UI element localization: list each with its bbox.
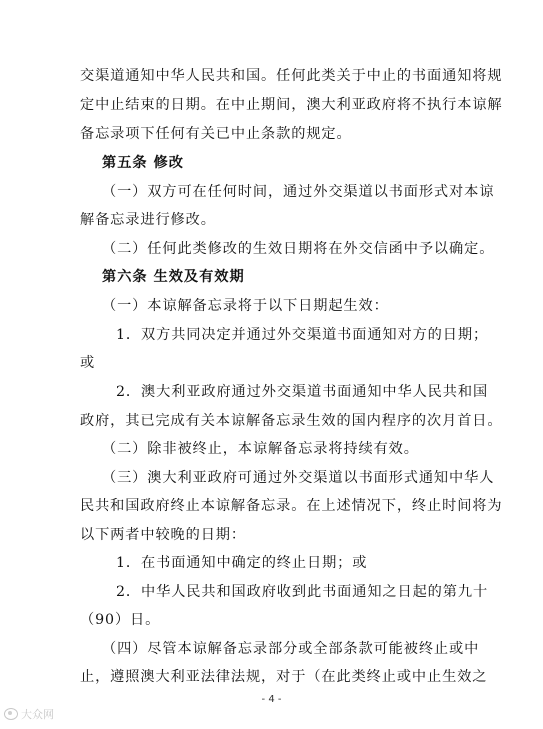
- body-line-12: 2．澳大利亚政府通过外交渠道书面通知中华人民共和国: [116, 384, 489, 400]
- body-line-22: 止，遵照澳大利亚法律法规，对于（在此类终止或中止生效之: [80, 669, 488, 685]
- watermark-logo-icon: [4, 708, 18, 720]
- watermark: [4, 706, 54, 722]
- body-line-1: 交渠道通知中华人民共和国。任何此类关于中止的书面通知将规: [80, 68, 503, 84]
- body-line-19: 2．中华人民共和国政府收到此书面通知之日起的第九十: [116, 584, 489, 600]
- watermark-text: 大众网: [21, 708, 54, 721]
- body-line-14: （二）除非被终止，本谅解备忘录将持续有效。: [102, 441, 419, 457]
- body-line-6: 解备忘录进行修改。: [80, 212, 216, 228]
- body-line-18: 1．在书面通知中确定的终止日期；或: [116, 555, 368, 571]
- body-line-17: 以下两者中较晚的日期：: [80, 527, 246, 543]
- article-six-heading: 第六条 生效及有效期: [102, 269, 245, 285]
- article-five-heading: 第五条 修改: [102, 155, 184, 171]
- body-line-16: 民共和国政府终止本谅解备忘录。在上述情况下，终止时间将为: [80, 498, 503, 514]
- body-line-9: （一）本谅解备忘录将于以下日期起生效：: [102, 298, 389, 314]
- body-line-15: （三）澳大利亚政府可通过外交渠道以书面形式通知中华人: [102, 470, 495, 486]
- body-line-5: （一）双方可在任何时间，通过外交渠道以书面形式对本谅: [102, 184, 495, 200]
- body-line-13: 政府，其已完成有关本谅解备忘录生效的国内程序的次月首日。: [80, 413, 503, 429]
- page-number: - 4 -: [261, 694, 282, 705]
- body-line-21: （四）尽管本谅解备忘录部分或全部条款可能被终止或中: [102, 641, 480, 657]
- body-line-3: 备忘录项下任何有关已中止条款的规定。: [80, 126, 352, 142]
- body-line-11: 或: [80, 355, 96, 371]
- body-line-10: 1．双方共同决定并通过外交渠道书面通知对方的日期；: [116, 327, 489, 343]
- body-line-2: 定中止结束的日期。在中止期间，澳大利亚政府将不执行本谅解: [80, 97, 503, 113]
- body-line-20: （90）日。: [80, 612, 161, 628]
- body-line-7: （二）任何此类修改的生效日期将在外交信函中予以确定。: [102, 241, 495, 257]
